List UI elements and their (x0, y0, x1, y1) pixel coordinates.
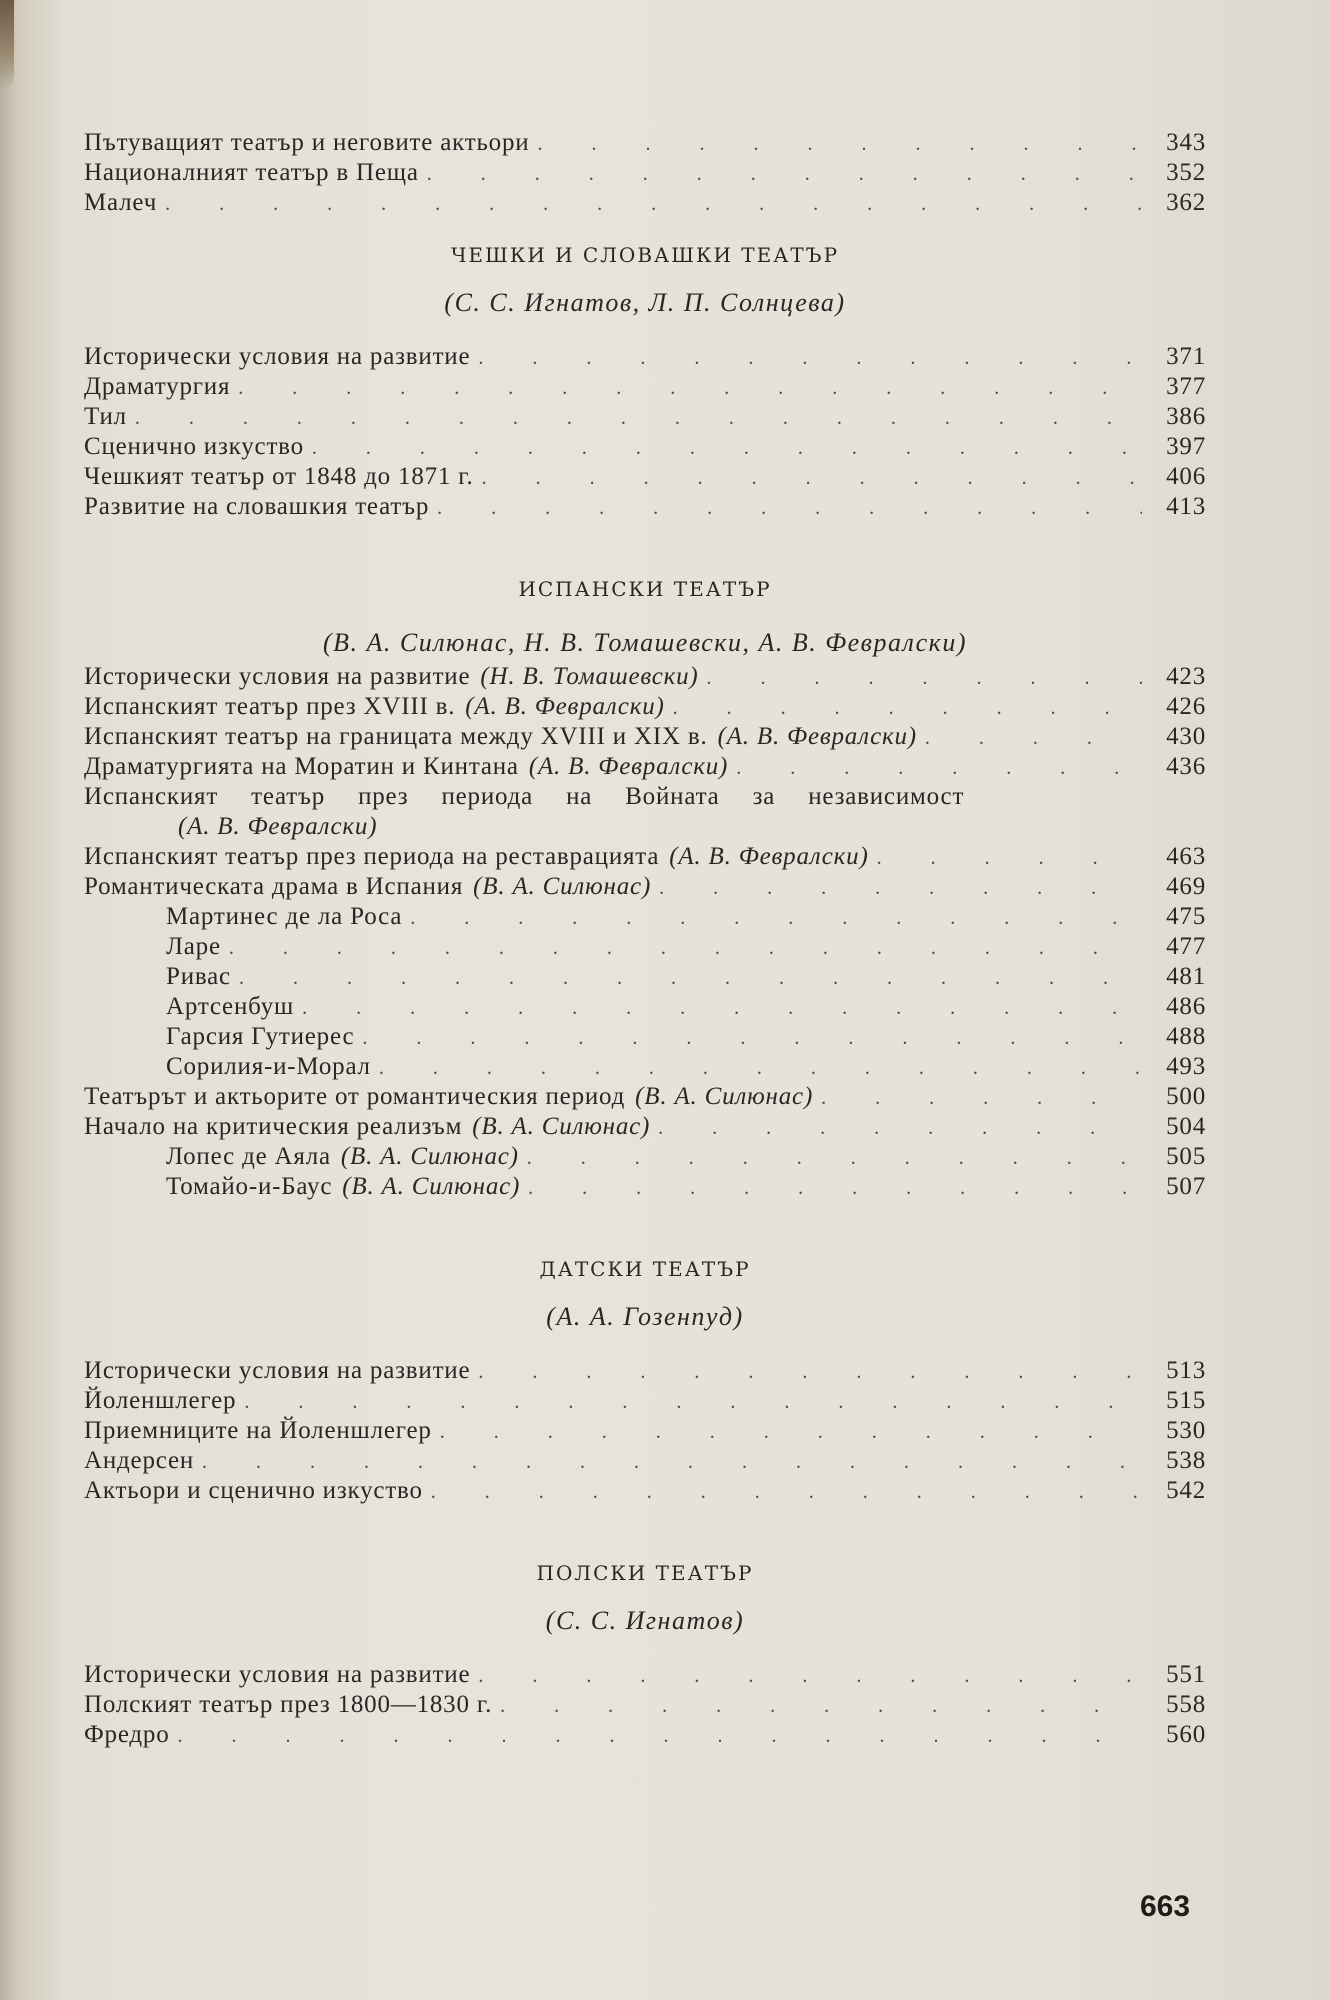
toc-entry (84, 1172, 1206, 1202)
section-heading: ДАТСКИ ТЕАТЪР (539, 1257, 751, 1281)
toc-entry (84, 1052, 1206, 1082)
entry-page-number: 386 (1166, 403, 1206, 430)
dot-leader (312, 433, 1142, 463)
entry-page-number: 538 (1166, 1447, 1206, 1474)
toc-entry (84, 842, 1206, 872)
page-number: 663 (1140, 1890, 1191, 1923)
section-authors: (А. А. Гозенпуд) (546, 1302, 744, 1331)
entry-title: Томайо-и-Баус (166, 1173, 333, 1200)
dot-leader (877, 843, 1142, 873)
toc-entry (84, 992, 1206, 1022)
entry-author: (А. В. Февралски) (717, 723, 917, 750)
toc-section-s1 (84, 238, 1206, 552)
entry-page-number: 507 (1166, 1173, 1206, 1200)
entry-title: Исторически условия на развитие (84, 1357, 471, 1384)
entry-page-number: 488 (1166, 1023, 1206, 1050)
entry-page-number: 515 (1166, 1387, 1206, 1414)
section-heading: ИСПАНСКИ ТЕАТЪР (518, 577, 772, 601)
entry-title: Ривас (166, 963, 231, 990)
dot-leader (537, 129, 1142, 159)
entry-title: Начало на критическия реализъм (84, 1113, 463, 1140)
toc-entry (84, 462, 1206, 492)
toc-entry (84, 188, 1206, 218)
entry-page-number: 430 (1166, 723, 1206, 750)
toc-entry (84, 372, 1206, 402)
entry-title: Фредро (84, 1721, 170, 1748)
toc-entry (84, 1356, 1206, 1386)
toc-entry (84, 962, 1206, 992)
entry-title: Испанският театър през периода на реставрацията (84, 843, 660, 870)
toc-entry (84, 1476, 1206, 1506)
entry-page-number: 463 (1166, 843, 1206, 870)
entry-author: (В. А. Силюнас) (473, 873, 652, 900)
entry-author: (Н. В. Томашевски) (480, 663, 699, 690)
entry-title: Исторически условия на развитие (84, 663, 471, 690)
dot-leader (527, 1143, 1142, 1173)
toc-entry (84, 432, 1206, 462)
toc-entry (84, 1386, 1206, 1416)
entry-title: Испанският театър през периода на Войната за независимост (84, 783, 965, 810)
section-spacer (84, 1506, 1206, 1536)
dot-leader (427, 159, 1142, 189)
toc-entry (84, 1446, 1206, 1476)
dot-leader (736, 753, 1142, 783)
entry-title: Романтическата драма в Испания (84, 873, 464, 900)
entry-title: Йоленшлегер (84, 1387, 237, 1414)
entry-page-number: 560 (1166, 1721, 1206, 1748)
entry-page-number: 530 (1166, 1417, 1206, 1444)
entry-title: Приемниците на Йоленшлегер (84, 1417, 432, 1444)
toc-entry (84, 128, 1206, 158)
entry-title: Лопес де Аяла (166, 1143, 331, 1170)
entry-title: Гарсия Гутиерес (166, 1023, 355, 1050)
toc-entry (84, 932, 1206, 962)
dot-leader (202, 1447, 1142, 1477)
dot-leader (178, 1721, 1142, 1751)
toc-entry (84, 662, 1206, 692)
entry-title: Пътуващият театър и неговите актьори (84, 129, 530, 156)
entry-page-number: 406 (1166, 463, 1206, 490)
toc-entry (84, 1416, 1206, 1446)
entry-title: Малеч (84, 189, 158, 216)
toc-entry-continuation (84, 812, 1206, 842)
entry-title: Драматургията на Моратин и Кинтана (84, 753, 519, 780)
dot-leader (135, 403, 1142, 433)
section-spacer (84, 1202, 1206, 1232)
dot-leader (500, 1691, 1142, 1721)
entry-page-number: 377 (1166, 373, 1206, 400)
dot-leader (821, 1083, 1142, 1113)
entry-page-number: 504 (1166, 1113, 1206, 1140)
dot-leader (673, 693, 1142, 723)
dot-leader (362, 1023, 1142, 1053)
entry-title: Ларе (166, 933, 221, 960)
entry-author: (В. А. Силюнас) (340, 1143, 519, 1170)
entry-page-number: 542 (1166, 1477, 1206, 1504)
section-authors: (С. С. Игнатов) (545, 1606, 745, 1635)
entry-author: (В. А. Силюнас) (635, 1083, 814, 1110)
section-authors: (С. С. Игнатов, Л. П. Солнцева) (444, 288, 846, 317)
section-spacer (84, 1750, 1206, 1780)
toc-entry (84, 158, 1206, 188)
entry-title: Развитие на словашкия театър (84, 493, 430, 520)
table-of-contents (84, 128, 1206, 1780)
entry-page-number: 423 (1166, 663, 1206, 690)
entry-title: Тил (84, 403, 127, 430)
toc-entry (84, 872, 1206, 902)
toc-entry (84, 752, 1206, 782)
entry-page-number: 481 (1166, 963, 1206, 990)
dot-leader (239, 963, 1142, 993)
entry-page-number: 500 (1166, 1083, 1206, 1110)
entry-page-number: 486 (1166, 993, 1206, 1020)
toc-entry (84, 902, 1206, 932)
entry-title: Мартинес де ла Роса (166, 903, 403, 930)
entry-page-number: 362 (1166, 189, 1206, 216)
entry-title: Чешкият театър от 1848 до 1871 г. (84, 463, 474, 490)
toc-entry (84, 1082, 1206, 1112)
toc-section-s4 (84, 1556, 1206, 1780)
dot-leader (229, 933, 1142, 963)
entry-page-number: 426 (1166, 693, 1206, 720)
toc-entry (84, 1022, 1206, 1052)
entry-author: (А. В. Февралски) (669, 843, 869, 870)
entry-title: Артсенбуш (166, 993, 295, 1020)
entry-author: (В. А. Силюнас) (342, 1173, 521, 1200)
toc-entry (84, 402, 1206, 432)
entry-page-number: 505 (1166, 1143, 1206, 1170)
dot-leader (302, 993, 1142, 1023)
toc-entry (84, 342, 1206, 372)
dot-leader (244, 1387, 1142, 1417)
dot-leader (379, 1053, 1142, 1083)
entry-page-number: 469 (1166, 873, 1206, 900)
entry-title: Театърът и актьорите от романтическия период (84, 1083, 626, 1110)
entry-page-number: 343 (1166, 129, 1206, 156)
entry-page-number: 397 (1166, 433, 1206, 460)
entry-page-number: 477 (1166, 933, 1206, 960)
dot-leader (478, 1357, 1142, 1387)
entry-author: (В. А. Силюнас) (472, 1113, 651, 1140)
entry-author: (А. В. Февралски) (528, 753, 729, 780)
section-heading: ЧЕШКИ И СЛОВАШКИ ТЕАТЪР (450, 243, 840, 267)
entry-title: Испанският театър на границата между XVIII и XIX в. (84, 723, 708, 750)
entry-title: Андерсен (84, 1447, 195, 1474)
toc-entry (84, 782, 1144, 812)
entry-page-number: 493 (1166, 1053, 1206, 1080)
dot-leader (165, 189, 1142, 219)
entry-page-number: 551 (1166, 1661, 1206, 1688)
toc-section-s2 (84, 572, 1206, 1232)
dot-leader (925, 723, 1142, 753)
dot-leader (478, 343, 1142, 373)
toc-entry (84, 1660, 1206, 1690)
dot-leader (707, 663, 1142, 693)
book-binding-edge (0, 0, 14, 90)
entry-title: Актьори и сценично изкуство (84, 1477, 423, 1504)
entry-page-number: 436 (1166, 753, 1206, 780)
entry-author: (А. В. Февралски) (178, 813, 378, 840)
toc-section-s3 (84, 1252, 1206, 1536)
entry-page-number: 475 (1166, 903, 1206, 930)
entry-title: Сорилия-и-Морал (166, 1053, 371, 1080)
section-spacer (84, 522, 1206, 552)
toc-entry (84, 492, 1206, 522)
dot-leader (437, 493, 1142, 523)
entry-title: Драматургия (84, 373, 231, 400)
dot-leader (659, 873, 1142, 903)
dot-leader (482, 463, 1142, 493)
dot-leader (440, 1417, 1142, 1447)
entry-author: (А. В. Февралски) (465, 693, 665, 720)
entry-page-number: 352 (1166, 159, 1206, 186)
entry-title: Сценично изкуство (84, 433, 304, 460)
entry-title: Исторически условия на развитие (84, 1661, 471, 1688)
entry-page-number: 413 (1166, 493, 1206, 520)
toc-entry (84, 692, 1206, 722)
toc-section-s0 (84, 128, 1206, 218)
entry-page-number: 371 (1166, 343, 1206, 370)
dot-leader (528, 1173, 1142, 1203)
toc-entry (84, 1690, 1206, 1720)
toc-entry (84, 1142, 1206, 1172)
dot-leader (431, 1477, 1142, 1507)
dot-leader (410, 903, 1142, 933)
dot-leader (238, 373, 1142, 403)
entry-page-number: 558 (1166, 1691, 1206, 1718)
section-heading: ПОЛСКИ ТЕАТЪР (536, 1561, 754, 1585)
entry-title: Полският театър през 1800—1830 г. (84, 1691, 493, 1718)
toc-entry (84, 1112, 1206, 1142)
dot-leader (478, 1661, 1142, 1691)
entry-title: Испанският театър през XVIII в. (84, 693, 456, 720)
toc-entry (84, 1720, 1206, 1750)
dot-leader (658, 1113, 1142, 1143)
section-authors: (В. А. Силюнас, Н. В. Томашевски, А. В. Февралски) (323, 628, 967, 657)
toc-entry (84, 722, 1206, 752)
entry-page-number: 513 (1166, 1357, 1206, 1384)
entry-title: Националният театър в Пеща (84, 159, 419, 186)
entry-title: Исторически условия на развитие (84, 343, 471, 370)
